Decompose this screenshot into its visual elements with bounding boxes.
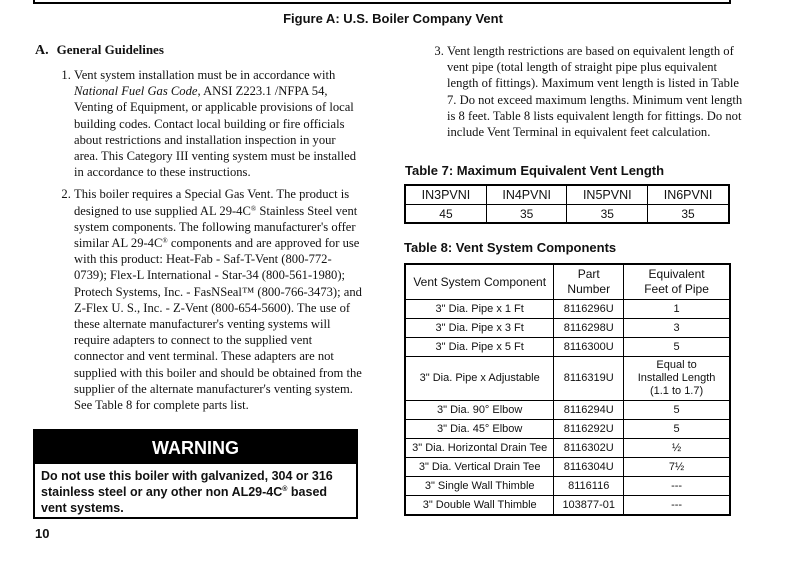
- code-citation: National Fuel Gas Code: [74, 84, 198, 99]
- table-row: 3" Single Wall Thimble 8116116 ---: [405, 477, 730, 496]
- table-row: 3" Dia. 45° Elbow 8116292U 5: [405, 420, 730, 439]
- section-letter: A.: [35, 43, 49, 58]
- table7-max-vent-length: [404, 184, 730, 224]
- page-number: 10: [35, 526, 50, 541]
- table7-value: 35: [567, 205, 648, 224]
- table-row: 3" Dia. 90° Elbow 8116294U 5: [405, 401, 730, 420]
- warning-text: Do not use this boiler with galvanized, 304 or 316 stainless steel or any other non AL29-4C® based vent systems.: [41, 469, 333, 515]
- table-row: 3" Dia. Vertical Drain Tee 8116304U 7½: [405, 458, 730, 477]
- guideline-item-3: 3. Vent length restrictions are based on equivalent length of vent pipe (total length of straight pipe plus equivalent length of fittings). Maximum vent length is listed in Table 7. Do not exceed maximum lengths. Minimum vent length is 8 feet. Table 8 lists equivalent length for fittings. Do not include Vent Terminal in equivalent feet calculation.: [447, 43, 743, 140]
- table7-value: 45: [405, 205, 486, 224]
- warning-title: WARNING: [35, 431, 356, 464]
- top-frame-border: [33, 0, 731, 4]
- table-row: 3" Dia. Horizontal Drain Tee 8116302U ½: [405, 439, 730, 458]
- table7-header: IN5PVNI: [567, 185, 648, 205]
- table8-header-equiv: Equivalent Feet of Pipe: [624, 264, 730, 300]
- table7-value: 35: [648, 205, 729, 224]
- table-row: 3" Double Wall Thimble 103877-01 ---: [405, 496, 730, 516]
- table-row: 3" Dia. Pipe x 1 Ft 8116296U 1: [405, 300, 730, 319]
- table8-header-component: Vent System Component: [405, 264, 554, 300]
- section-title: General Guidelines: [56, 42, 164, 57]
- warning-box: [33, 429, 358, 519]
- table-row: 3" Dia. Pipe x 5 Ft 8116300U 5: [405, 338, 730, 357]
- table7-header: IN6PVNI: [648, 185, 729, 205]
- table8-header-part: Part Number: [554, 264, 624, 300]
- table7-title: Table 7: Maximum Equivalent Vent Length: [405, 163, 665, 178]
- section-heading: [35, 42, 164, 59]
- guideline-item-2: 2. This boiler requires a Special Gas Vent. The product is designed to use supplied AL 29-4C® Stainless Steel vent system components. The following manufacturer's offer similar AL 29-4C® components and are approved for use with this product: Heat-Fab - Saf-T-Vent (800-772-0739); Flex-L International - Star-34 (800-561-1980); Protech Systems, Inc. - FasNSeal™ (800-766-3473); and Z-Flex U. S., Inc. - Z-Vent (800-654-5600). The use of these alternate manufacturer's venting systems will require adapters to connect to the supplied vent connector and vent terminal. These adapters are not supplied with this boiler and should be obtained from the supplier of the alternate manufacturer's venting system. See Table 8 for complete parts list.: [74, 186, 362, 413]
- table-row: 3" Dia. Pipe x 3 Ft 8116298U 3: [405, 319, 730, 338]
- table8-vent-components: [404, 263, 731, 516]
- guideline-item-1: 1. Vent system installation must be in accordance with National Fuel Gas Code, ANSI Z223.1 /NFPA 54, Venting of Equipment, or applicable provisions of local building codes. Contact local building or fire officials about restrictions and installation inspection in your area. This Category III venting system must be installed in accordance to these instructions.: [74, 67, 362, 180]
- table7-value: 35: [486, 205, 567, 224]
- table7-header: IN3PVNI: [405, 185, 486, 205]
- table-row: 3" Dia. Pipe x Adjustable 8116319U Equal to Installed Length (1.1 to 1.7): [405, 357, 730, 401]
- figure-title: Figure A: U.S. Boiler Company Vent: [283, 11, 503, 26]
- table8-title: Table 8: Vent System Components: [404, 240, 617, 255]
- table7-header: IN4PVNI: [486, 185, 567, 205]
- guidelines-list: [40, 67, 362, 419]
- guidelines-list-continued: [413, 43, 743, 140]
